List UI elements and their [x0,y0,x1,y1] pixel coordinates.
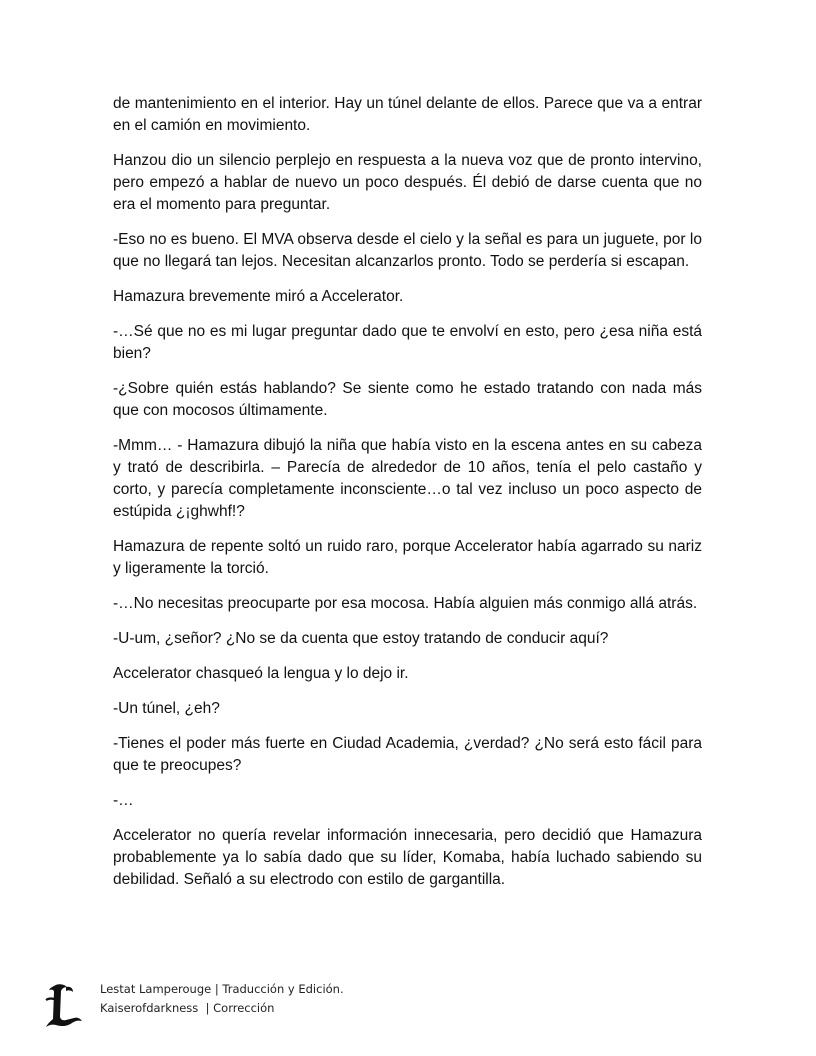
paragraph: -…No necesitas preocuparte por esa mocosa. Había alguien más conmigo allá atrás. [113,595,698,612]
gothic-l-logo [40,980,90,1030]
credit-correction: Kaiserofdarkness | Corrección [100,1001,275,1015]
paragraph: Hamazura de repente soltó un ruido raro, porque Accelerator había agarrado su nariz y ligeramente la torció. [113,538,702,577]
document-body [113,93,702,904]
paragraph: -Tienes el poder más fuerte en Ciudad Academia, ¿verdad? ¿No será esto fácil para que te preocupes? [113,735,702,774]
paragraph: -¿Sobre quién estás hablando? Se siente como he estado tratando con nada más que con mocosos últimamente. [113,380,702,419]
paragraph: Hamazura brevemente miró a Accelerator. [113,288,404,305]
paragraph: Hanzou dio un silencio perplejo en respuesta a la nueva voz que de pronto intervino, pero empezó a hablar de nuevo un poco después. Él debió de darse cuenta que no era el momento para preguntar. [113,152,702,213]
paragraph: Accelerator no quería revelar información innecesaria, pero decidió que Hamazura probablemente ya lo sabía dado que su líder, Komaba, había luchado sabiendo su debilidad. Señaló a su electrodo con estilo de gargantilla. [113,827,702,888]
paragraph: -Un túnel, ¿eh? [113,700,220,717]
paragraph: de mantenimiento en el interior. Hay un túnel delante de ellos. Parece que va a entrar en el camión en movimiento. [113,95,702,134]
paragraph: -Mmm… - Hamazura dibujó la niña que había visto en la escena antes en su cabeza y trató de describirla. – Parecía de alrededor de 10 años, tenía el pelo castaño y corto, y parecía completamente inconsciente…o tal vez incluso un poco aspecto de estúpida ¿¡ghwhf!? [113,437,702,520]
paragraph: Accelerator chasqueó la lengua y lo dejo ir. [113,665,409,682]
page-footer [40,980,540,1030]
paragraph: -Eso no es bueno. El MVA observa desde el cielo y la señal es para un juguete, por lo que no llegará tan lejos. Necesitan alcanzarlos pronto. Todo se perdería si escapan. [113,231,702,270]
credit-translation: Lestat Lamperouge | Traducción y Edición. [100,982,344,996]
paragraph: -… [113,792,134,809]
paragraph: -U-um, ¿señor? ¿No se da cuenta que estoy tratando de conducir aquí? [113,630,609,647]
paragraph: -…Sé que no es mi lugar preguntar dado que te envolví en esto, pero ¿esa niña está bien? [113,323,702,362]
credits-block [100,980,344,1018]
